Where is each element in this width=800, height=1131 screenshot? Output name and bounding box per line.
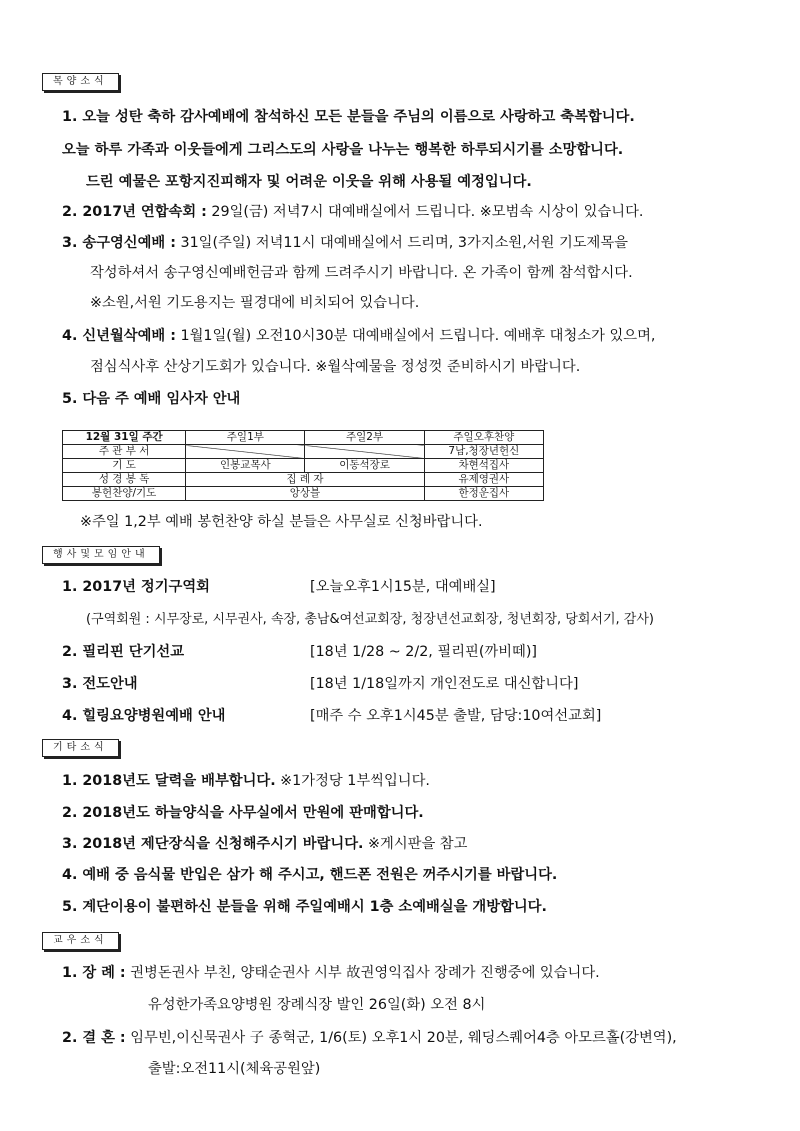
table-header-service2: 주일2부 <box>305 431 424 445</box>
event-1-title: 1. 2017년 정기구역회 <box>62 579 210 595</box>
table-cell-empty <box>305 445 424 459</box>
member-2 <box>62 1028 677 1048</box>
table-header-service1: 주일1부 <box>186 431 305 445</box>
pastoral-item4-line2: 점심식사후 산상기도회가 있습니다. ※월삭예물을 정성껏 준비하시기 바랍니다. <box>90 359 581 375</box>
other-1 <box>62 771 430 791</box>
table-cell: 주 관 부 서 <box>63 445 186 459</box>
event-2-title: 2. 필리핀 단기선교 <box>62 644 185 660</box>
member-1-head: 1. 장 례 : <box>62 965 126 981</box>
other-3 <box>62 834 467 854</box>
table-cell: 한정운집사 <box>424 487 543 501</box>
member-2-head: 2. 결 혼 : <box>62 1030 126 1046</box>
pastoral-item4 <box>62 326 655 346</box>
member-1-body: 권병돈권사 부친, 양태순권사 시부 故권영익집사 장례가 진행중에 있습니다. <box>125 965 600 981</box>
pastoral-item3-line2: 작성하셔서 송구영신예배헌금과 함께 드려주시기 바랍니다. 온 가족이 함께 참석합시다. <box>90 265 633 281</box>
table-cell: 봉헌찬양/기도 <box>63 487 186 501</box>
table-header-week: 12월 31일 주간 <box>63 431 186 445</box>
table-row <box>63 459 544 473</box>
pastoral-item1-line1: 1. 오늘 성탄 축하 감사예배에 참석하신 모든 분들을 주님의 이름으로 사랑하고 축복합니다. <box>62 109 635 125</box>
other-4: 4. 예배 중 음식물 반입은 삼가 해 주시고, 핸드폰 전원은 꺼주시기를 바랍니다. <box>62 867 558 883</box>
member-2-line2: 출발:오전11시(체육공원앞) <box>148 1061 321 1077</box>
table-cell: 인봉교목사 <box>186 459 305 473</box>
member-1-line2: 유성한가족요양병원 장례식장 발인 26일(화) 오전 8시 <box>148 997 486 1013</box>
table-cell: 앙상블 <box>186 487 424 501</box>
other-3-tail: ※게시판을 참고 <box>363 836 468 852</box>
event-1-detail: [오늘오후1시15분, 대예배실] <box>310 579 496 595</box>
pastoral-item3 <box>62 233 628 253</box>
table-row <box>63 445 544 459</box>
section-label-pastoral: 목양소식 <box>42 73 119 91</box>
pastoral-item5: 5. 다음 주 예배 임사자 안내 <box>62 391 241 407</box>
table-cell: 유제영권사 <box>424 473 543 487</box>
pastoral-item3-head: 3. 송구영신예배 : <box>62 235 176 251</box>
table-cell: 성 경 봉 독 <box>63 473 186 487</box>
pastoral-item2-body: 29일(금) 저녁7시 대예배실에서 드립니다. ※모범속 시상이 있습니다. <box>206 204 644 220</box>
table-cell: 기 도 <box>63 459 186 473</box>
pastoral-item2 <box>62 202 643 222</box>
event-3-title: 3. 전도안내 <box>62 676 138 692</box>
other-3-head: 3. 2018년 제단장식을 신청해주시기 바랍니다. <box>62 836 364 852</box>
event-4-detail: [매주 수 오후1시45분 출발, 담당:10여선교회] <box>310 708 602 724</box>
event-4-title: 4. 힐링요양병원예배 안내 <box>62 708 226 724</box>
table-row <box>63 473 544 487</box>
pastoral-item2-head: 2. 2017년 연합속회 : <box>62 204 207 220</box>
other-1-head: 1. 2018년도 달력을 배부합니다. <box>62 773 276 789</box>
section-label-events: 행사및모임안내 <box>42 546 160 564</box>
table-cell: 이동석장로 <box>305 459 424 473</box>
section-label-others: 기타소식 <box>42 739 119 757</box>
event-2-detail: [18년 1/28 ~ 2/2, 필리핀(까비떼)] <box>310 644 537 660</box>
pastoral-item3-body: 31일(주일) 저녁11시 대예배실에서 드리며, 3가지소원,서원 기도제목을 <box>175 235 628 251</box>
pastoral-item1-line3: 드린 예물은 포항지진피해자 및 어려운 이웃을 위해 사용될 예정입니다. <box>86 174 532 190</box>
table-header-row <box>63 431 544 445</box>
worship-duty-table <box>62 430 544 501</box>
pastoral-item4-body: 1월1일(월) 오전10시30분 대예배실에서 드립니다. 예배후 대청소가 있으며, <box>175 328 656 344</box>
pastoral-item3-line3: ※소원,서원 기도용지는 필경대에 비치되어 있습니다. <box>90 295 420 311</box>
table-cell: 집 례 자 <box>186 473 424 487</box>
pastoral-item4-head: 4. 신년월삭예배 : <box>62 328 176 344</box>
other-1-tail: ※1가정당 1부씩입니다. <box>275 773 430 789</box>
pastoral-item1-line2: 오늘 하루 가족과 이웃들에게 그리스도의 사랑을 나누는 행복한 하루되시기를 소망합니다. <box>62 142 624 158</box>
table-header-afternoon: 주일오후찬양 <box>424 431 543 445</box>
member-1 <box>62 963 600 983</box>
table-row <box>63 487 544 501</box>
table-cell-empty <box>186 445 305 459</box>
table-note: ※주일 1,2부 예배 봉헌찬양 하실 분들은 사무실로 신청바랍니다. <box>80 514 483 530</box>
member-2-body: 임무빈,이신묵권사 子 종혁군, 1/6(토) 오후1시 20분, 웨딩스퀘어4층 아모르홀(강변역), <box>125 1030 677 1046</box>
table-cell: 7남,청장년헌신 <box>424 445 543 459</box>
event-1-members: (구역회원 : 시무장로, 시무권사, 속장, 총남&여선교회장, 청장년선교회장, 청년회장, 당회서기, 감사) <box>86 612 654 627</box>
event-3-detail: [18년 1/18일까지 개인전도로 대신합니다] <box>310 676 579 692</box>
other-5: 5. 계단이용이 불편하신 분들을 위해 주일예배시 1층 소예배실을 개방합니다. <box>62 899 547 915</box>
other-2: 2. 2018년도 하늘양식을 사무실에서 만원에 판매합니다. <box>62 805 424 821</box>
table-cell: 차현석집사 <box>424 459 543 473</box>
section-label-members: 교우소식 <box>42 932 119 950</box>
